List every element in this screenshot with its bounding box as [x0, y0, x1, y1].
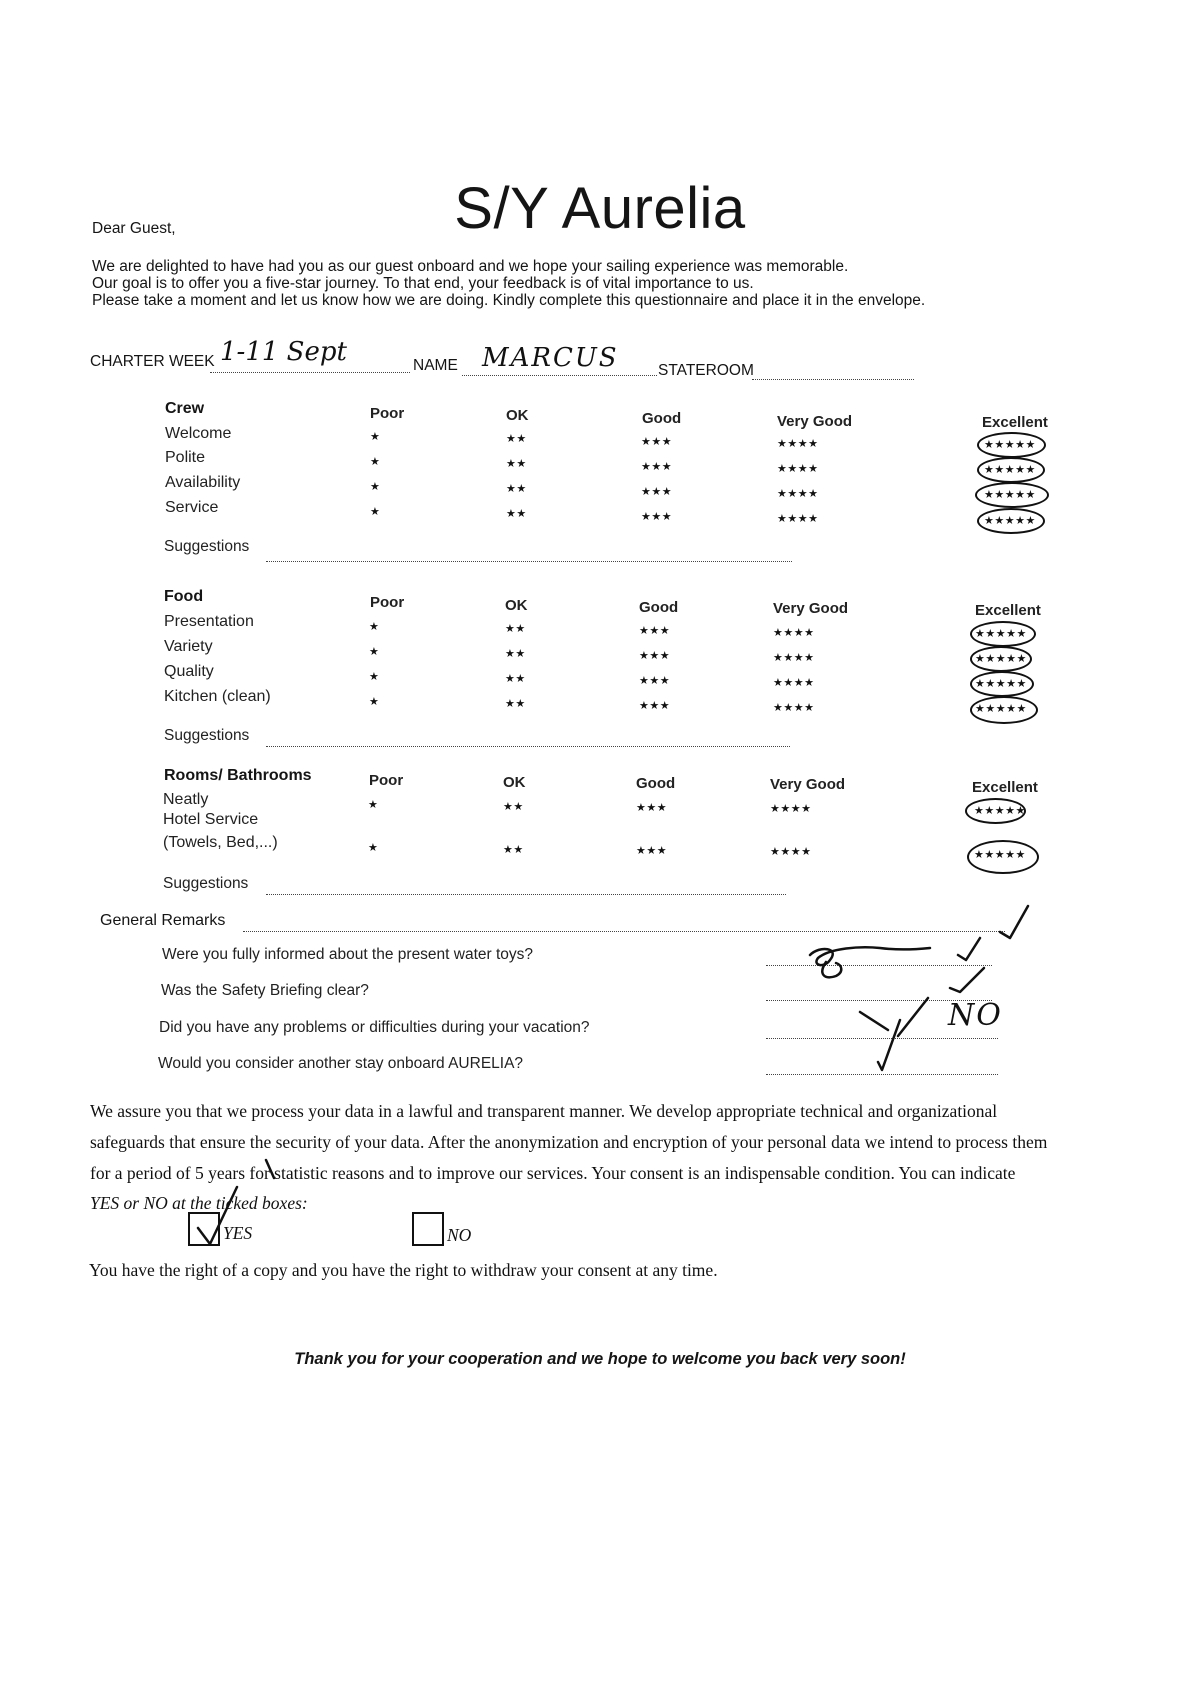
rating-excellent[interactable]: ★★★★★ — [984, 515, 1036, 527]
checkmark-icon — [898, 998, 928, 1036]
food-item-quality: Quality — [164, 663, 214, 680]
consent-line-3: for a period of 5 years for statistic reasons and to improve our services. Your consent is an indispensable condition. You can indicate — [90, 1163, 1016, 1183]
rating-good[interactable]: ★★★ — [641, 486, 673, 498]
intro-line-3: Please take a moment and let us know how we are doing. Kindly complete this questionnaire and place it in the envelope. — [92, 292, 926, 309]
rating-very-good[interactable]: ★★★★ — [777, 488, 819, 500]
crew-item-polite: Polite — [165, 449, 206, 466]
rating-excellent[interactable]: ★★★★★ — [984, 439, 1036, 451]
rating-excellent[interactable]: ★★★★★ — [984, 464, 1036, 476]
food-item-presentation: Presentation — [164, 613, 254, 630]
consent-line-4: YES or NO at the ticked boxes: — [90, 1193, 308, 1213]
rating-excellent[interactable]: ★★★★★ — [975, 678, 1027, 690]
general-remarks-label: General Remarks — [100, 912, 226, 929]
crew-item-welcome: Welcome — [165, 425, 232, 442]
col-very-good: Very Good — [773, 600, 849, 617]
name-value[interactable]: MARCUS — [482, 343, 619, 373]
rating-poor[interactable]: ★ — [370, 431, 381, 443]
no-label: NO — [447, 1225, 472, 1245]
rating-good[interactable]: ★★★ — [641, 511, 673, 523]
crew-item-availability: Availability — [165, 474, 241, 491]
rating-poor[interactable]: ★ — [368, 842, 379, 854]
col-excellent: Excellent — [975, 602, 1041, 619]
section-title: Rooms/ Bathrooms — [164, 767, 312, 784]
rating-ok[interactable]: ★★ — [506, 508, 527, 520]
col-very-good: Very Good — [777, 413, 853, 430]
consent-line-1: We assure you that we process your data in a lawful and transparent manner. We develop appropriate technical and organizational — [90, 1101, 998, 1121]
scribble-icon — [810, 947, 930, 965]
rating-good[interactable]: ★★★ — [641, 461, 673, 473]
rating-poor[interactable]: ★ — [369, 671, 380, 683]
rating-very-good[interactable]: ★★★★ — [777, 513, 819, 525]
rating-very-good[interactable]: ★★★★ — [770, 803, 812, 815]
col-poor: Poor — [370, 405, 405, 422]
rating-very-good[interactable]: ★★★★ — [773, 677, 815, 689]
rating-ok[interactable]: ★★ — [506, 458, 527, 470]
crew-item-service: Service — [165, 499, 219, 516]
col-ok: OK — [505, 597, 528, 614]
suggestions-label: Suggestions — [163, 875, 249, 892]
consent-rights: You have the right of a copy and you have the right to withdraw your consent at any time. — [89, 1260, 718, 1280]
rating-ok[interactable]: ★★ — [503, 801, 524, 813]
rating-poor[interactable]: ★ — [370, 456, 381, 468]
col-ok: OK — [503, 774, 526, 791]
rating-good[interactable]: ★★★ — [639, 675, 671, 687]
col-good: Good — [636, 775, 676, 792]
rating-excellent[interactable]: ★★★★★ — [984, 489, 1036, 501]
rating-excellent[interactable]: ★★★★★ — [975, 628, 1027, 640]
no-checkbox[interactable] — [412, 1212, 444, 1246]
checkmark-icon — [878, 1020, 900, 1070]
rating-poor[interactable]: ★ — [370, 481, 381, 493]
section-title: Crew — [165, 400, 205, 417]
question-safety-briefing: Was the Safety Briefing clear? — [161, 982, 369, 999]
rating-ok[interactable]: ★★ — [503, 844, 524, 856]
question-stay-again: Would you consider another stay onboard AURELIA? — [158, 1055, 524, 1072]
rating-good[interactable]: ★★★ — [639, 650, 671, 662]
rating-excellent[interactable]: ★★★★★ — [974, 805, 1026, 817]
consent-line-2: safeguards that ensure the security of your data. After the anonymization and encryption of your personal data we intend to process them — [90, 1132, 1048, 1152]
food-item-variety: Variety — [164, 638, 213, 655]
rating-good[interactable]: ★★★ — [636, 845, 668, 857]
rating-good[interactable]: ★★★ — [639, 700, 671, 712]
col-excellent: Excellent — [972, 779, 1038, 796]
stateroom-label: STATEROOM — [658, 362, 754, 379]
rating-very-good[interactable]: ★★★★ — [773, 627, 815, 639]
rating-poor[interactable]: ★ — [369, 696, 380, 708]
col-very-good: Very Good — [770, 776, 846, 793]
rooms-item-hotel-service: Hotel Service — [163, 811, 259, 828]
name-label: NAME — [413, 357, 458, 374]
yes-checkbox[interactable] — [188, 1212, 220, 1246]
col-good: Good — [639, 599, 679, 616]
greeting: Dear Guest, — [92, 220, 176, 237]
rating-poor[interactable]: ★ — [369, 646, 380, 658]
question-water-toys: Were you fully informed about the present water toys? — [162, 946, 534, 963]
rating-very-good[interactable]: ★★★★ — [777, 438, 819, 450]
closing-message: Thank you for your cooperation and we hope to welcome you back very soon! — [294, 1350, 906, 1368]
question-problems: Did you have any problems or difficulties during your vacation? — [159, 1019, 590, 1036]
rating-excellent[interactable]: ★★★★★ — [975, 653, 1027, 665]
page-title: S/Y Aurelia — [454, 176, 746, 241]
handwritten-no: NO — [948, 998, 1003, 1033]
charter-week-label: CHARTER WEEK — [90, 353, 215, 370]
suggestions-label: Suggestions — [164, 727, 250, 744]
col-poor: Poor — [370, 594, 405, 611]
rating-ok[interactable]: ★★ — [506, 433, 527, 445]
rating-very-good[interactable]: ★★★★ — [777, 463, 819, 475]
yes-label: YES — [223, 1223, 253, 1243]
rating-poor[interactable]: ★ — [368, 799, 379, 811]
charter-week-value[interactable]: 1-11 Sept — [220, 337, 347, 367]
rating-ok[interactable]: ★★ — [505, 648, 526, 660]
rating-very-good[interactable]: ★★★★ — [773, 652, 815, 664]
col-excellent: Excellent — [982, 414, 1048, 431]
intro-line-1: We are delighted to have had you as our guest onboard and we hope your sailing experience was memorable. — [92, 258, 849, 275]
col-good: Good — [642, 410, 682, 427]
checkmark-icon — [958, 938, 980, 960]
rating-very-good[interactable]: ★★★★ — [770, 846, 812, 858]
rating-very-good[interactable]: ★★★★ — [773, 702, 815, 714]
rating-good[interactable]: ★★★ — [639, 625, 671, 637]
rooms-item-neatly: Neatly — [163, 791, 209, 808]
rating-good[interactable]: ★★★ — [641, 436, 673, 448]
rating-ok[interactable]: ★★ — [505, 673, 526, 685]
col-ok: OK — [506, 407, 529, 424]
rating-good[interactable]: ★★★ — [636, 802, 668, 814]
rating-excellent[interactable]: ★★★★★ — [974, 849, 1026, 861]
checkmark-icon — [1000, 906, 1028, 938]
suggestions-label: Suggestions — [164, 538, 250, 555]
section-title: Food — [164, 588, 204, 605]
rooms-item-towels: (Towels, Bed,...) — [163, 834, 278, 851]
rating-excellent[interactable]: ★★★★★ — [975, 703, 1027, 715]
rating-poor[interactable]: ★ — [369, 621, 380, 633]
rating-ok[interactable]: ★★ — [506, 483, 527, 495]
rating-ok[interactable]: ★★ — [505, 623, 526, 635]
checkmark-icon — [950, 968, 984, 992]
rating-ok[interactable]: ★★ — [505, 698, 526, 710]
rating-poor[interactable]: ★ — [370, 506, 381, 518]
food-item-kitchen: Kitchen (clean) — [164, 688, 271, 705]
col-poor: Poor — [369, 772, 404, 789]
intro-line-2: Our goal is to offer you a five-star journey. To that end, your feedback is of vital importance to us. — [92, 275, 754, 292]
